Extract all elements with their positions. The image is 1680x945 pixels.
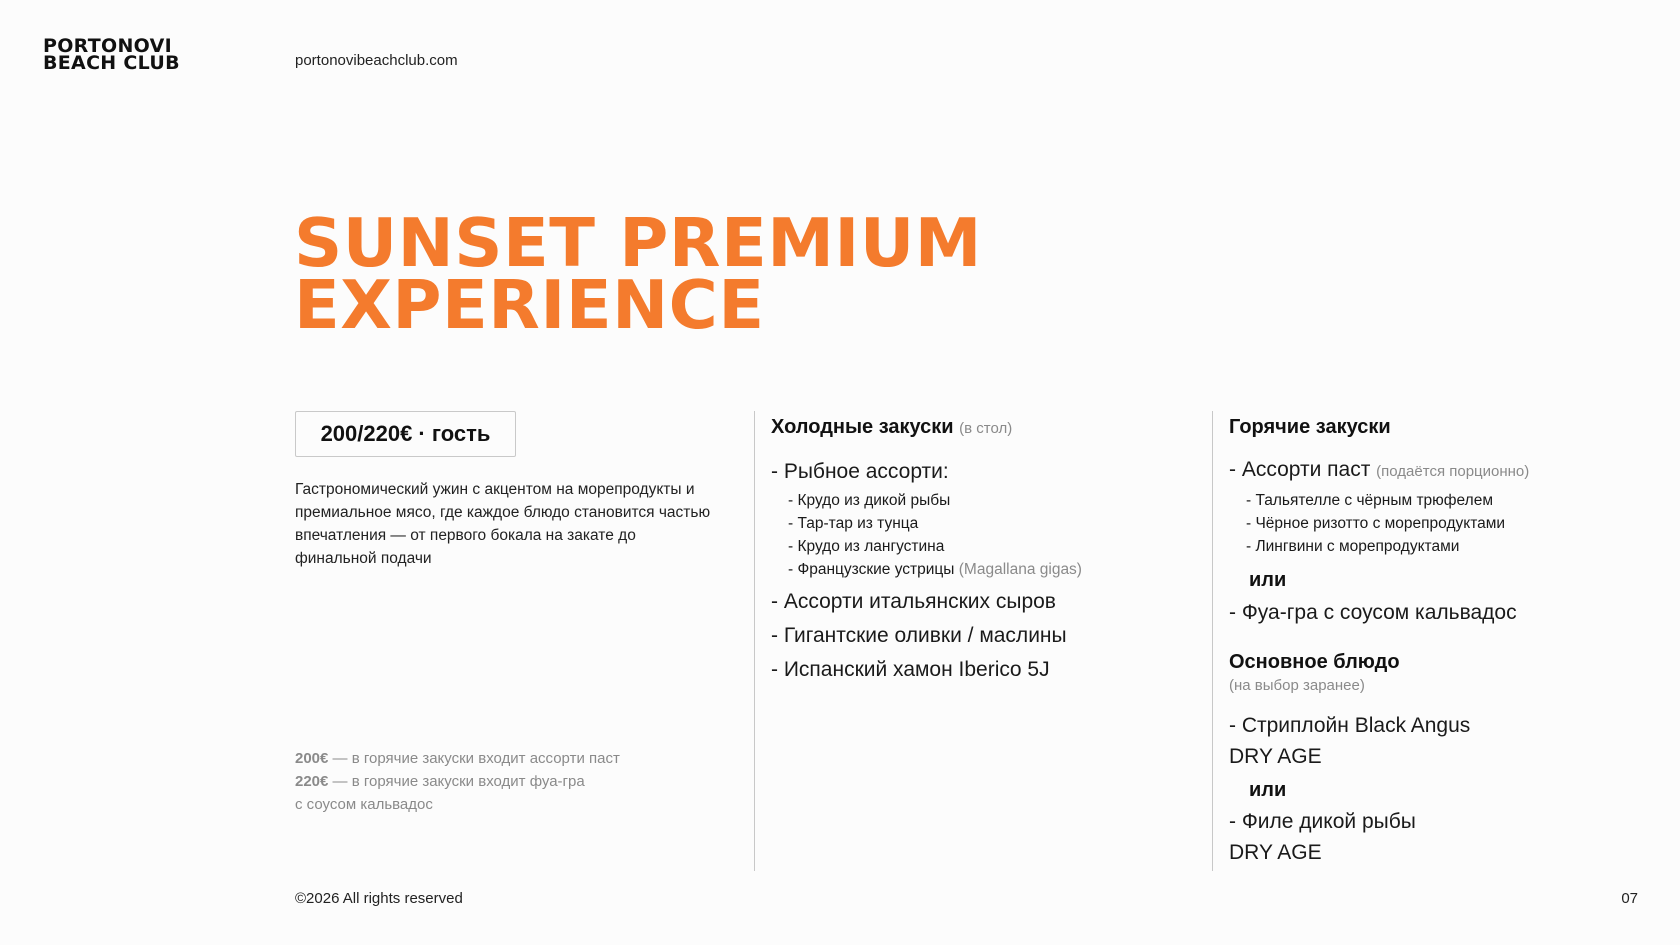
column-divider <box>1212 411 1213 871</box>
cold-item: - Испанский хамон Iberico 5J <box>771 658 1050 681</box>
main-course-heading: Основное блюдо <box>1229 651 1400 673</box>
price-notes <box>295 747 715 816</box>
cold-item: - Гигантские оливки / маслины <box>771 624 1067 647</box>
copyright: ©2026 All rights reserved <box>295 890 463 907</box>
pasta-item-label: - Ассорти паст <box>1229 458 1371 481</box>
or-label: или <box>1249 569 1287 591</box>
or-label: или <box>1249 779 1287 801</box>
price-note <box>295 793 715 816</box>
pasta-item-note: (подаётся порционно) <box>1376 463 1530 480</box>
fish-platter-item: - Рыбное ассорти: <box>771 460 949 483</box>
logo-line-1: PORTONOVI <box>43 35 172 57</box>
fish-subitem <box>771 489 1191 512</box>
price-note-price: 220€ <box>295 773 329 790</box>
fish-subitem <box>771 535 1191 558</box>
price-note <box>295 770 715 793</box>
column-divider <box>754 411 755 871</box>
pasta-subitem: - Тальятелле с чёрным трюфелем <box>1246 492 1493 509</box>
cold-appetizers-heading <box>771 413 1191 443</box>
foie-gras-item: - Фуа-гра с соусом кальвадос <box>1229 601 1517 624</box>
website-link[interactable]: portonovibeachclub.com <box>295 52 458 69</box>
pasta-item <box>1229 453 1649 489</box>
main-option-1-detail: DRY AGE <box>1229 745 1322 768</box>
brand-logo <box>43 35 180 74</box>
cold-item: - Ассорти итальянских сыров <box>771 590 1056 613</box>
price-badge: 200/220€ · гость <box>295 411 516 457</box>
pasta-subitem: - Чёрное ризотто с морепродуктами <box>1246 515 1506 532</box>
price-note-text: — в горячие закуски входит фуа-гра <box>328 773 585 790</box>
title-line-2: EXPERIENCE <box>294 266 765 344</box>
main-option-1: - Стриплойн Black Angus <box>1229 714 1471 737</box>
page-title <box>294 204 982 344</box>
page-number: 07 <box>1621 890 1638 907</box>
fish-subitem-text: - Французские устрицы <box>788 561 955 578</box>
menu-description: Гастрономический ужин с акцентом на морепродукты и премиальное мясо, где каждое блюдо становится частью впечатления — от первого бокала на закате до финальной подачи <box>295 481 711 567</box>
fish-subitem-text: - Крудо из дикой рыбы <box>788 492 951 509</box>
hot-section <box>1229 413 1649 868</box>
price-note-price: 200€ <box>295 750 329 767</box>
pasta-subitem: - Лингвини с морепродуктами <box>1246 538 1460 555</box>
cold-appetizers-note: (в стол) <box>959 420 1013 437</box>
price-note <box>295 747 715 770</box>
fish-subitem-text: - Тар-тар из тунца <box>788 515 919 532</box>
price-note-text: с соусом кальвадос <box>295 796 433 813</box>
fish-subitem <box>771 512 1191 535</box>
fish-subitem-note: (Magallana gigas) <box>958 561 1082 578</box>
hot-appetizers-heading: Горячие закуски <box>1229 416 1391 438</box>
cold-appetizers-section <box>771 413 1191 687</box>
main-option-2-detail: DRY AGE <box>1229 841 1322 864</box>
cold-appetizers-title: Холодные закуски <box>771 416 954 438</box>
main-course-note: (на выбор заранее) <box>1229 677 1365 694</box>
title-line-1: SUNSET PREMIUM <box>294 204 982 282</box>
logo-line-2: BEACH CLUB <box>43 52 180 74</box>
main-option-2: - Филе дикой рыбы <box>1229 810 1416 833</box>
fish-subitem-text: - Крудо из лангустина <box>788 538 945 555</box>
fish-subitem <box>771 558 1191 581</box>
price-note-text: — в горячие закуски входит ассорти паст <box>328 750 620 767</box>
